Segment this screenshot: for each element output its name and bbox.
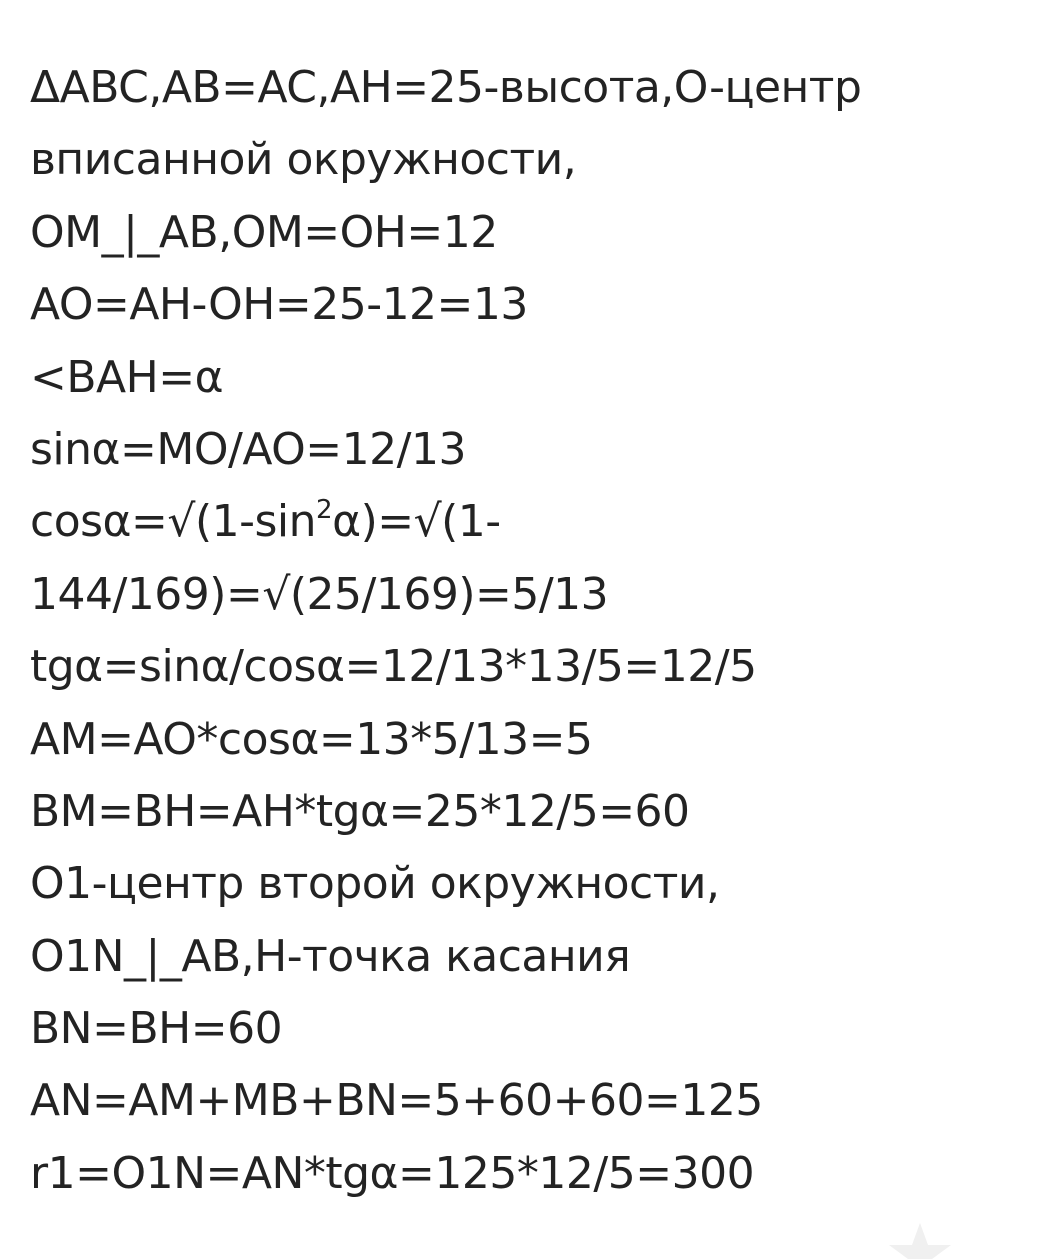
text-line: <BAH=α [30,351,224,403]
text-line: O1-центр второй окружности, [30,858,720,910]
text-line: вписанной окружности, [30,134,577,186]
text-line: AO=AH-OH=25-12=13 [30,279,528,331]
text-line: 144/169)=√(25/169)=5/13 [30,568,609,620]
text-line: tgα=sinα/cosα=12/13*13/5=12/5 [30,641,757,693]
text-line [30,486,1020,558]
text-line: ΔABC,AB=AC,AH=25-высота,O-центр [30,62,862,113]
text-fragment: cosα=√(1-sin [30,496,317,548]
text-line: BN=BH=60 [30,1003,283,1055]
solution-text [30,52,1020,1210]
text-line: r1=O1N=AN*tgα=125*12/5=300 [30,1147,755,1199]
text-line: AM=AO*cosα=13*5/13=5 [30,713,593,765]
text-line: BM=BH=AH*tgα=25*12/5=60 [30,785,690,837]
text-line: O1N_|_AB,H-точка касания [30,930,631,982]
text-line: sinα=MO/AO=12/13 [30,423,466,475]
superscript: 2 [316,495,333,526]
text-line: OM_|_AB,OM=OH=12 [30,206,498,258]
text-fragment: α)=√(1- [332,496,501,548]
star-watermark-icon [885,1219,955,1259]
text-line: AN=AM+MB+BN=5+60+60=125 [30,1075,763,1127]
